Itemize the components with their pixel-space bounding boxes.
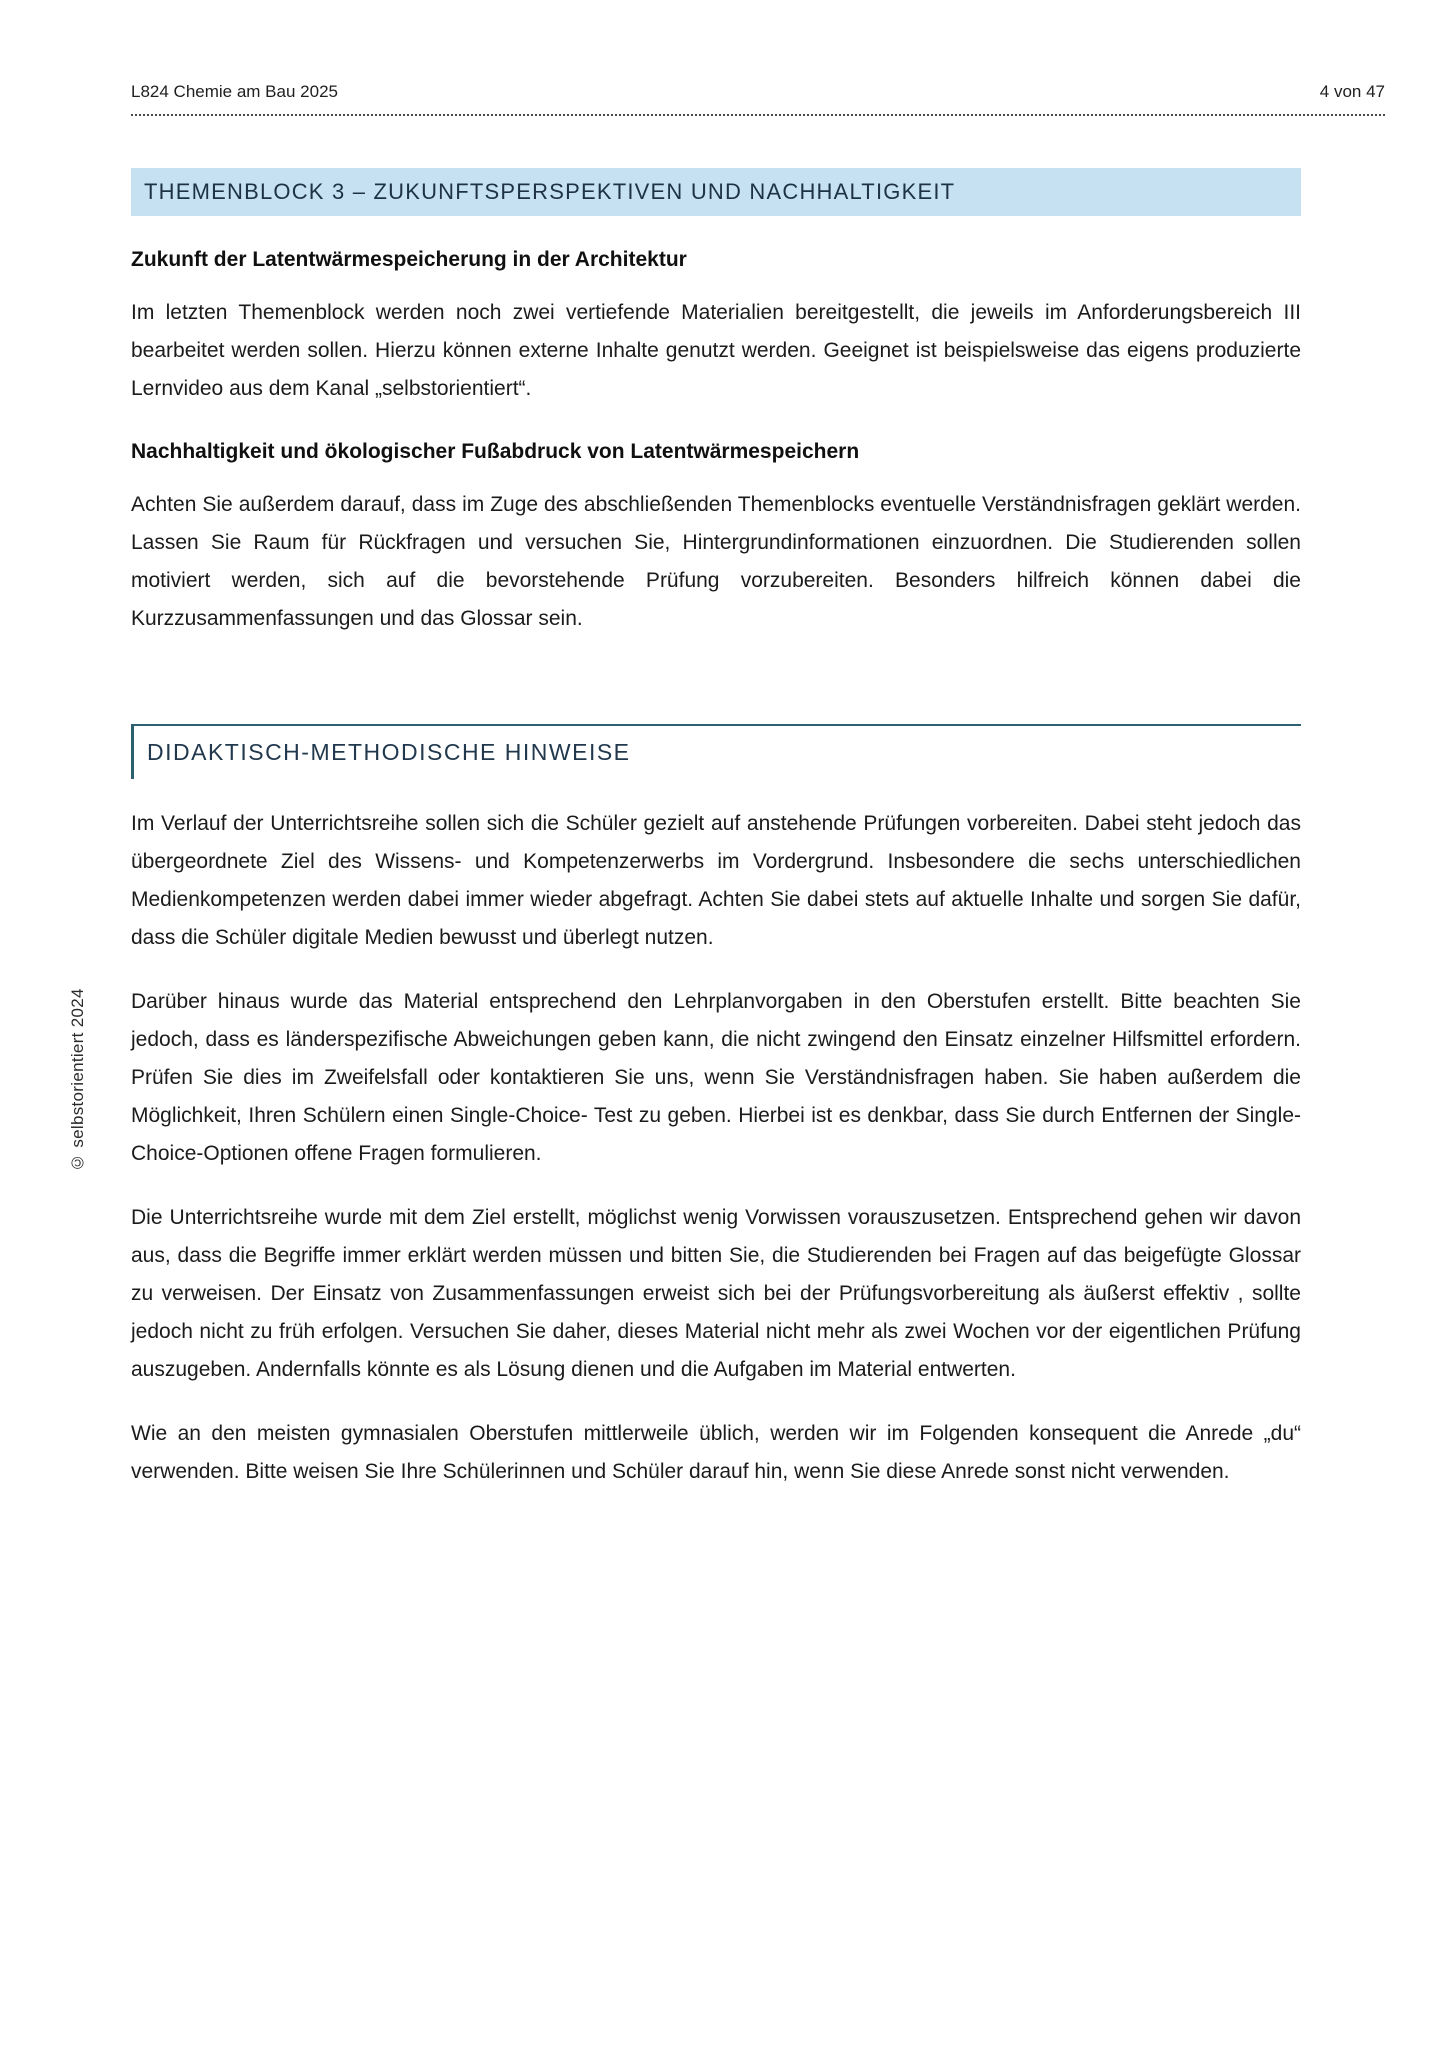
page-header xyxy=(131,82,1385,116)
copyright-sidebar-text: © selbstorientiert 2024 xyxy=(68,988,87,1172)
subheading-zukunft: Zukunft der Latentwärmespeicherung in der Architektur xyxy=(131,248,687,271)
paragraph-didaktik-3: Die Unterrichtsreihe wurde mit dem Ziel erstellt, möglichst wenig Vorwissen vorauszusetzen. Entsprechend gehen wir davon aus, dass die Begriffe immer erklärt werden müssen und bitten Sie, die Studierenden bei Fragen auf das beigefügte Glossar zu verweisen. Der Einsatz von Zusammenfassungen erweist sich bei der Prüfungsvorbereitung als äußerst effektiv , sollte jedoch nicht zu früh erfolgen. Versuchen Sie daher, dieses Material nicht mehr als zwei Wochen vor der eigentlichen Prüfung auszugeben. Andernfalls könnte es als Lösung dienen und die Aufgaben im Material entwerten. xyxy=(131,1206,1301,1381)
paragraph-didaktik-4: Wie an den meisten gymnasialen Oberstufen mittlerweile üblich, werden wir im Folgenden konsequent die Anrede „du“ verwenden. Bitte weisen Sie Ihre Schülerinnen und Schüler darauf hin, wenn Sie diese Anrede sonst nicht verwenden. xyxy=(131,1422,1301,1483)
paragraph-didaktik-1: Im Verlauf der Unterrichtsreihe sollen sich die Schüler gezielt auf anstehende Prüfungen vorbereiten. Dabei steht jedoch das übergeordnete Ziel des Wissens- und Kompetenzerwerbs im Vordergrund. Insbesondere die sechs unterschiedlichen Medienkompetenzen werden dabei immer wieder abgefragt. Achten Sie dabei stets auf aktuelle Inhalte und sorgen Sie dafür, dass die Schüler digitale Medien bewusst und überlegt nutzen. xyxy=(131,812,1301,949)
paragraph-themenblock-2: Achten Sie außerdem darauf, dass im Zuge des abschließenden Themenblocks eventuelle Verständnisfragen geklärt werden. Lassen Sie Raum für Rückfragen und versuchen Sie, Hintergrundinformationen einzuordnen. Die Studierenden sollen motiviert werden, sich auf die bevorstehende Prüfung vorzubereiten. Besonders hilfreich können dabei die Kurzzusammenfassungen und das Glossar sein. xyxy=(131,493,1301,630)
document-title: L824 Chemie am Bau 2025 xyxy=(131,82,338,101)
page-number: 4 von 47 xyxy=(1319,82,1385,101)
document-body xyxy=(131,168,1301,1491)
subheading-nachhaltigkeit: Nachhaltigkeit und ökologischer Fußabdruck von Latentwärmespeichern xyxy=(131,440,860,463)
paragraph-themenblock-1: Im letzten Themenblock werden noch zwei vertiefende Materialien bereitgestellt, die jeweils im Anforderungsbereich III bearbeitet werden sollen. Hierzu können externe Inhalte genutzt werden. Geeignet ist beispielsweise das eigens produzierte Lernvideo aus dem Kanal „selbstorientiert“. xyxy=(131,301,1301,400)
didaktik-section-heading: DIDAKTISCH-METHODISCHE HINWEISE xyxy=(131,724,1301,779)
themenblock-heading: THEMENBLOCK 3 – ZUKUNFTSPERSPEKTIVEN UND NACHHALTIGKEIT xyxy=(131,168,1301,216)
paragraph-didaktik-2: Darüber hinaus wurde das Material entsprechend den Lehrplanvorgaben in den Oberstufen erstellt. Bitte beachten Sie jedoch, dass es länderspezifische Abweichungen geben kann, die nicht zwingend den Einsatz einzelner Hilfsmittel erfordern. Prüfen Sie dies im Zweifelsfall oder kontaktieren Sie uns, wenn Sie Verständnisfragen haben. Sie haben außerdem die Möglichkeit, Ihren Schülern einen Single-Choice- Test zu geben. Hierbei ist es denkbar, dass Sie durch Entfernen der Single-Choice-Optionen offene Fragen formulieren. xyxy=(131,990,1301,1165)
